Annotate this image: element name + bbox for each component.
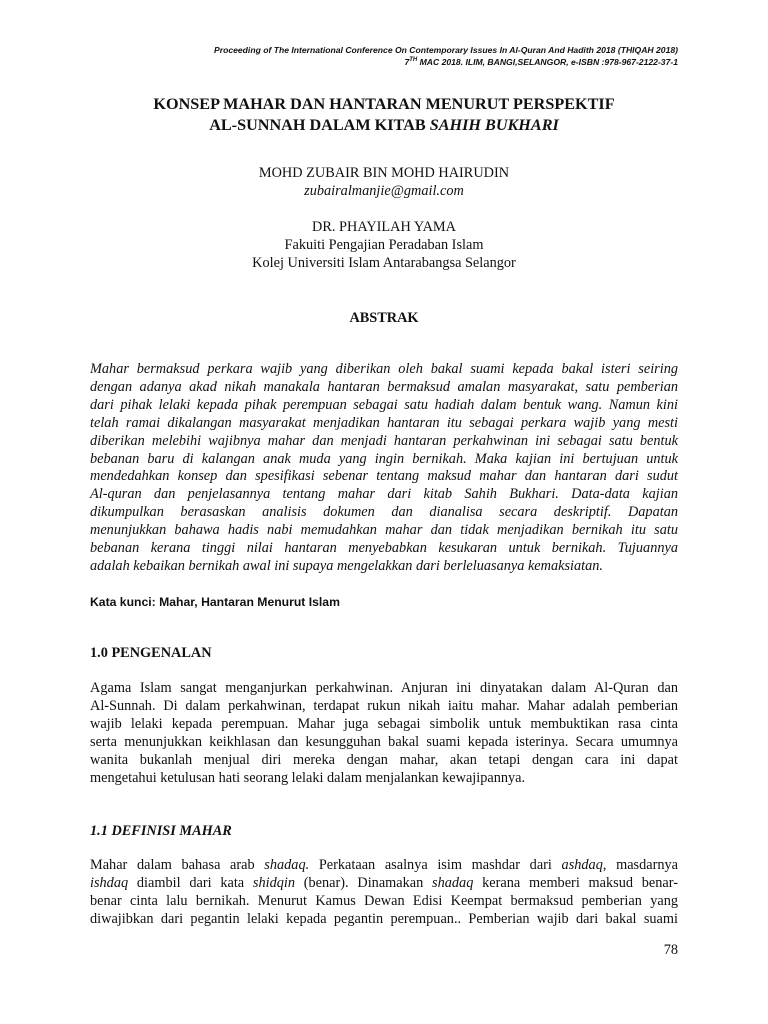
paragraph-line: benar cinta lalu bernikah. Menurut Kamus Dewan Edisi Keempat bermaksud pemberian yang [90,892,678,909]
abstract-line: dari pihak lelaki kepada pihak perempuan sebagai satu hadiah dalam bentuk wang. Namun kini [90,396,678,413]
abstract-line: adalah kebaikan bernikah awal ini supaya mengelakkan dari berleluasanya kemaksiatan. [90,557,603,574]
author-1-name: MOHD ZUBAIR BIN MOHD HAIRUDIN [258,165,510,181]
abstract-line: dengan adanya akad nikah manakala hantaran bermaksud amalan masyarakat, satu pemberian [90,378,678,395]
paragraph-line: ishdaq diambil dari kata shidqin (benar). Dinamakan shadaq kerana memberi maksud benar- [90,874,679,891]
abstract-line: bebanan kerana tinggi nilai hantaran menyebabkan kesukaran untuk bernikah. Tujuannya [90,540,678,557]
paragraph-line: Mahar dalam bahasa arab shadaq. Perkataan asalnya isim mashdar dari ashdaq, masdarnya [90,857,678,873]
author-2-faculty: Fakuiti Pengajian Peradaban Islam [284,237,484,253]
abstract-line: bebanan baru di kalangan anak muda yang ingin bernikah. Maka kajian ini bertujuan untuk [90,450,678,467]
paragraph-line: wajib lelaki kepada perempuan. Mahar juga sebagai simbolik untuk membuktikan rasa cinta [90,715,678,732]
abstract-line: mendedahkan konsep dan spesifikasi sebenar tentang maksud mahar dan hantaran dari sudut [90,468,678,485]
title-line-2 [90,115,678,136]
abstract-line: Al-quran dan penjelasannya tentang mahar dari kitab Sahih Bukhari. Data-data kajian [90,486,678,503]
paragraph-line: Al-Sunnah. Di dalam perkahwinan, terdapat rukun nikah iaitu mahar. Mahar adalah pemberian [90,697,678,714]
abstract-line: dikumpulkan berasaskan analisis dokumen dan dianalisa secara deskriptif. Dapatan [90,504,678,521]
running-head-day: 7 [404,57,410,67]
abstract-line: diberikan melebihi wajibnya mahar dan menjadi hantaran perkahwinan ini sebagai satu bentuk [90,432,678,449]
abstract-heading: ABSTRAK [349,310,419,326]
keywords: Kata kunci: Mahar, Hantaran Menurut Islam [90,595,340,609]
running-head-line-2 [404,56,678,69]
running-head-details: MAC 2018. ILIM, BANGI,SELANGOR, e-ISBN :978-967-2122-37-1 [417,57,678,67]
section-heading-definisi-mahar: 1.1 DEFINISI MAHAR [90,823,232,839]
paragraph-line: serta menunjukkan keikhlasan dan kesungguhan bakal suami kepada isterinya. Secara umumnya [90,733,678,750]
page-number: 78 [663,942,678,958]
title-line-2-italic: SAHIH BUKHARI [429,116,559,134]
section-pengenalan-paragraph [90,680,678,787]
abstract-line: Mahar bermaksud perkara wajib yang diberikan oleh bakal suami kepada bakal isteri seiring [90,361,678,377]
author-2-name: DR. PHAYILAH YAMA [312,219,456,235]
paragraph-line: wanita bukanlah menjual diri mereka dengan mahar, akan tetapi dengan cara ini dapat [90,751,678,768]
author-2-institution: Kolej Universiti Islam Antarabangsa Selangor [252,255,516,271]
section-definisi-paragraph [90,857,678,929]
paragraph-line: diwajibkan dari pegantin lelaki kepada pegantin perempuan.. Pemberian wajib dari bakal suami [90,910,678,927]
author-1-email: zubairalmanjie@gmail.com [304,183,464,199]
abstract-body [90,361,678,576]
title-line-2-plain: AL-SUNNAH DALAM KITAB [209,116,430,134]
paragraph-line: mengetahui ketulusan hati seorang lelaki dalam menjalankan kewajipannya. [90,769,526,786]
running-head-line-1: Proceeding of The International Conference On Contemporary Issues In Al-Quran And Hadith 2018 (THIQAH 2018) [214,45,678,55]
paragraph-line: Agama Islam sangat menganjurkan perkahwinan. Anjuran ini dinyatakan dalam Al-Quran dan [90,680,678,696]
abstract-line: telah ramai dikalangan masyarakat menjadikan hantaran itu sebagai perkara wajib yang mesti [90,414,678,431]
section-heading-pengenalan: 1.0 PENGENALAN [90,645,212,661]
title-line-1: KONSEP MAHAR DAN HANTARAN MENURUT PERSPEKTIF [153,95,615,113]
paper-title [90,94,678,136]
running-head-day-suffix: TH [409,57,418,64]
abstract-line: menunjukkan bahawa hadis nabi memudahkan mahar dan tidak menjadikan bernikah itu satu [90,522,678,539]
